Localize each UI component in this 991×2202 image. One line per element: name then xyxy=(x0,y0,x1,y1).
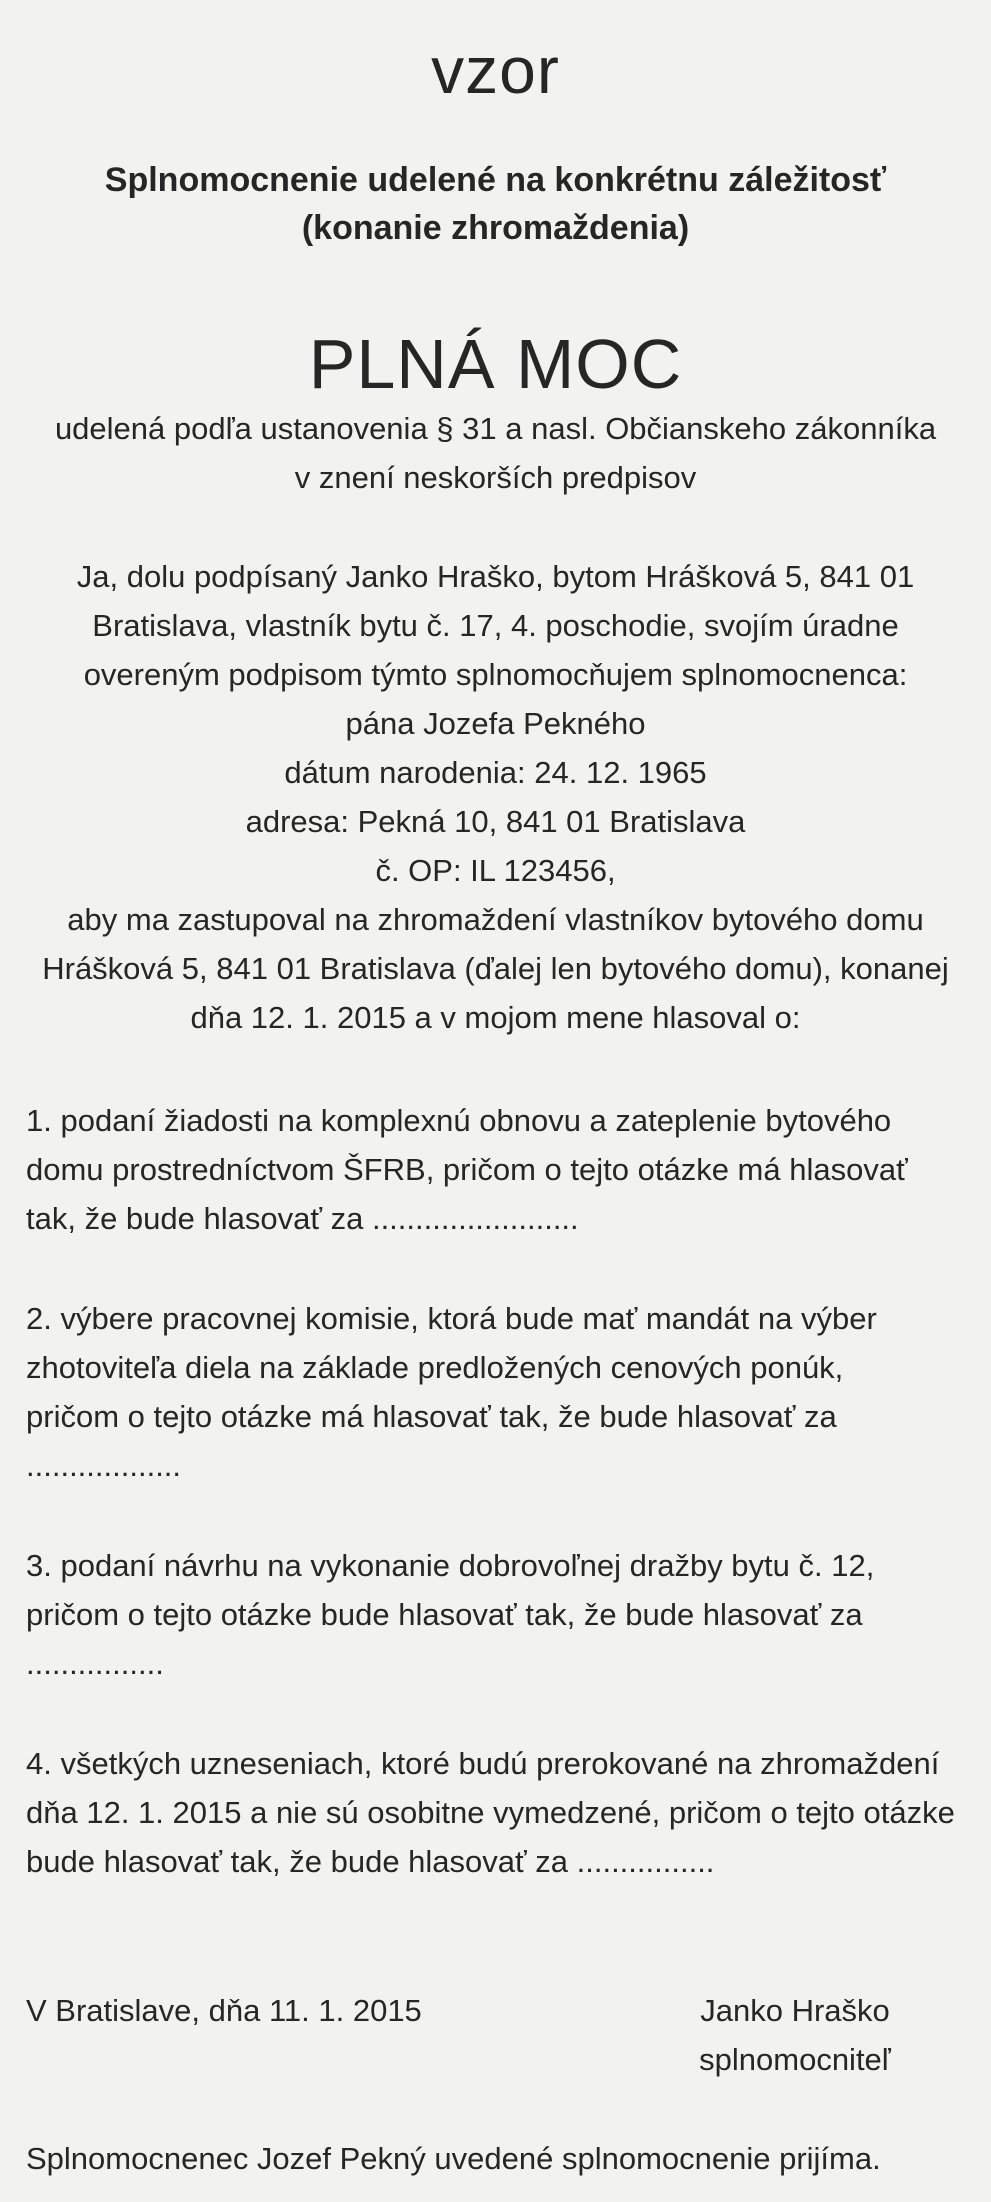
voting-item-line: dňa 12. 1. 2015 a nie sú osobitne vymedzené, pričom o tejto otázke xyxy=(26,1795,955,1830)
voting-item-line: pričom o tejto otázke má hlasovať tak, že bude hlasovať za xyxy=(26,1399,837,1434)
legal-basis-line: v znení neskorších predpisov xyxy=(294,460,697,495)
voting-item-line: zhotoviteľa diela na základe predložených cenových ponúk, xyxy=(26,1350,844,1385)
voting-item-line: 1. podaní žiadosti na komplexnú obnovu a zateplenie bytového xyxy=(26,1103,892,1138)
voting-item-line: bude hlasovať tak, že bude hlasovať za ................ xyxy=(26,1844,715,1879)
intro-line: dátum narodenia: 24. 12. 1965 xyxy=(284,755,707,790)
legal-basis xyxy=(0,404,991,502)
intro-line: pána Jozefa Pekného xyxy=(345,706,646,741)
acceptance-statement: Splnomocnenec Jozef Pekný uvedené splnomocnenie prijíma. xyxy=(26,2141,881,2176)
intro-line: aby ma zastupoval na zhromaždení vlastníkov bytového domu xyxy=(67,902,924,937)
voting-item-line: tak, že bude hlasovať za ........................ xyxy=(26,1201,579,1236)
voting-item-line: 4. všetkých uzneseniach, ktoré budú prerokované na zhromaždení xyxy=(26,1746,940,1781)
voting-item-line: ................ xyxy=(26,1646,164,1681)
intro-paragraph xyxy=(20,552,971,1042)
voting-item-1 xyxy=(26,1096,971,1243)
subtitle-line: (konanie zhromaždenia) xyxy=(301,209,690,247)
intro-line: Bratislava, vlastník bytu č. 17, 4. poschodie, svojím úradne xyxy=(92,608,899,643)
intro-line: Ja, dolu podpísaný Janko Hraško, bytom Hrášková 5, 841 01 xyxy=(76,559,915,594)
intro-line: č. OP: IL 123456, xyxy=(375,853,616,888)
voting-item-line: pričom o tejto otázke bude hlasovať tak, že bude hlasovať za xyxy=(26,1597,863,1632)
place-and-date: V Bratislave, dňa 11. 1. 2015 xyxy=(26,1993,422,2028)
watermark-label: vzor xyxy=(431,33,560,107)
intro-line: Hrášková 5, 841 01 Bratislava (ďalej len bytového domu), konanej xyxy=(42,951,949,986)
voting-item-line: 2. výbere pracovnej komisie, ktorá bude mať mandát na výber xyxy=(26,1301,877,1336)
intro-line: overeným podpisom týmto splnomocňujem splnomocnenca: xyxy=(83,657,908,692)
voting-item-line: .................. xyxy=(26,1448,182,1483)
voting-item-2 xyxy=(26,1294,971,1490)
subtitle-line: Splnomocnenie udelené na konkrétnu záležitosť xyxy=(104,161,887,199)
intro-line: adresa: Pekná 10, 841 01 Bratislava xyxy=(245,804,746,839)
signature-block xyxy=(660,1986,930,2084)
intro-line: dňa 12. 1. 2015 a v mojom mene hlasoval o: xyxy=(190,1000,801,1035)
signer-name: Janko Hraško xyxy=(700,1993,890,2028)
document-title: PLNÁ MOC xyxy=(308,325,683,403)
document-subtitle xyxy=(0,156,991,252)
legal-basis-line: udelená podľa ustanovenia § 31 a nasl. Občianskeho zákonníka xyxy=(54,411,937,446)
voting-item-line: 3. podaní návrhu na vykonanie dobrovoľnej dražby bytu č. 12, xyxy=(26,1548,875,1583)
voting-item-line: domu prostredníctvom ŠFRB, pričom o tejto otázke má hlasovať xyxy=(26,1152,908,1187)
signer-role: splnomocniteľ xyxy=(699,2042,891,2077)
voting-item-3 xyxy=(26,1541,971,1688)
voting-item-4 xyxy=(26,1739,971,1886)
